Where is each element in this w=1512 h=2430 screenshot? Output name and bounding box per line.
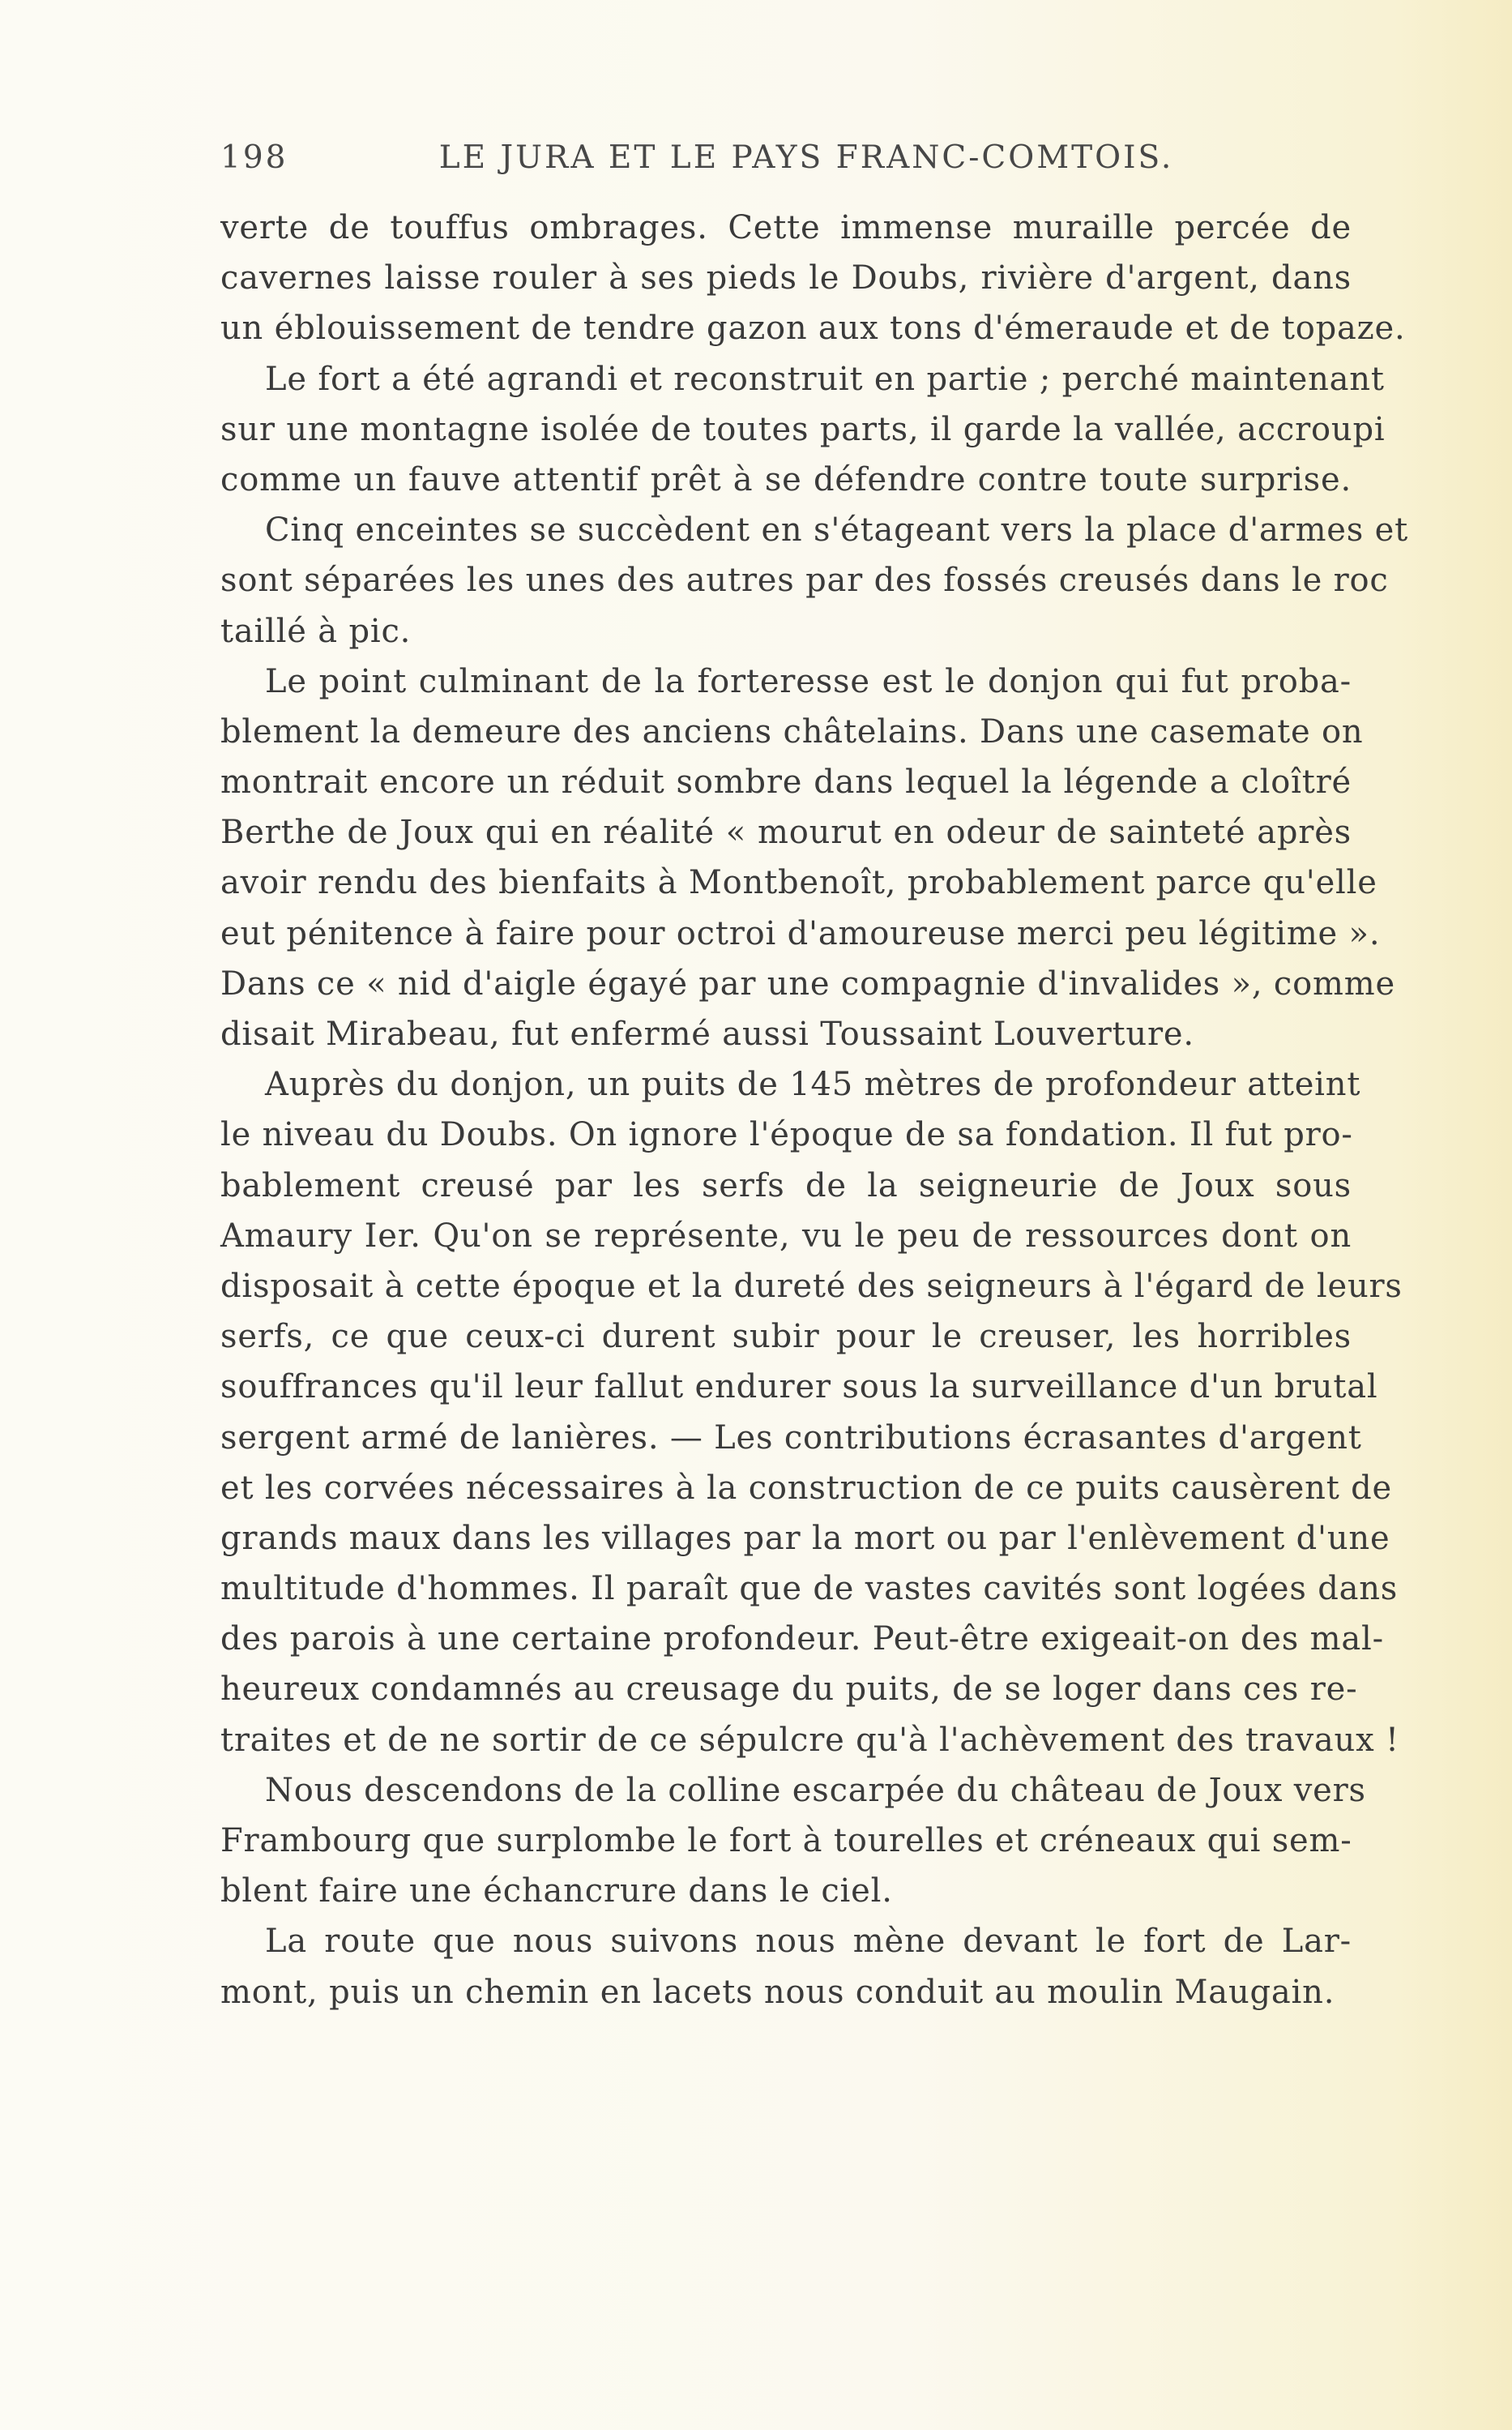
text-line: multitude d'hommes. Il paraît que de vastes cavités sont logées dans bbox=[220, 1570, 1399, 1608]
text-line: et les corvées nécessaires à la construction de ce puits causèrent de bbox=[220, 1469, 1392, 1507]
text-line: sergent armé de lanières. — Les contributions écrasantes d'argent bbox=[220, 1418, 1362, 1457]
text-line: Cinq enceintes se succèdent en s'étageant vers la place d'armes et bbox=[265, 511, 1408, 550]
text-line: bablement creusé par les serfs de la seigneurie de Joux sous bbox=[220, 1166, 1352, 1204]
text-line: grands maux dans les villages par la mort ou par l'enlèvement d'une bbox=[220, 1519, 1390, 1557]
page-number: 198 bbox=[220, 139, 288, 176]
text-line: Dans ce « nid d'aigle égayé par une compagnie d'invalides », comme bbox=[220, 965, 1395, 1003]
text-line: La route que nous suivons nous mène devant le fort de Lar- bbox=[265, 1923, 1352, 1961]
text-line: traites et de ne sortir de ce sépulcre qu'à l'achèvement des travaux ! bbox=[220, 1721, 1399, 1759]
text-line: avoir rendu des bienfaits à Montbenoît, probablement parce qu'elle bbox=[220, 864, 1377, 902]
text-line: souffrances qu'il leur fallut endurer sous la surveillance d'un brutal bbox=[220, 1368, 1378, 1406]
running-title: LE JURA ET LE PAYS FRANC-COMTOIS. bbox=[438, 139, 1174, 176]
body-text bbox=[220, 203, 1408, 2017]
text-line: un éblouissement de tendre gazon aux tons d'émeraude et de topaze. bbox=[220, 310, 1406, 348]
page-header bbox=[220, 139, 1352, 188]
text-line: verte de touffus ombrages. Cette immense muraille percée de bbox=[220, 209, 1352, 246]
text-line: des parois à une certaine profondeur. Peut-être exigeait-on des mal- bbox=[220, 1620, 1384, 1658]
text-line: blent faire une échancrure dans le ciel. bbox=[220, 1872, 893, 1910]
text-line: Frambourg que surplombe le fort à tourelles et créneaux qui sem- bbox=[220, 1822, 1352, 1859]
text-line: sur une montagne isolée de toutes parts, il garde la vallée, accroupi bbox=[220, 410, 1386, 448]
text-line: eut pénitence à faire pour octroi d'amoureuse merci peu légitime ». bbox=[220, 914, 1381, 952]
text-line: le niveau du Doubs. On ignore l'époque de sa fondation. Il fut pro- bbox=[220, 1116, 1353, 1154]
text-line: Nous descendons de la colline escarpée du château de Joux vers bbox=[265, 1771, 1366, 1809]
text-line: taillé à pic. bbox=[220, 612, 412, 650]
text-line: sont séparées les unes des autres par des fossés creusés dans le roc bbox=[220, 562, 1389, 600]
text-line: cavernes laisse rouler à ses pieds le Doubs, rivière d'argent, dans bbox=[220, 259, 1352, 297]
text-line: comme un fauve attentif prêt à se défendre contre toute surprise. bbox=[220, 460, 1352, 498]
text-line: heureux condamnés au creusage du puits, de se loger dans ces re- bbox=[220, 1671, 1358, 1709]
text-line: Le fort a été agrandi et reconstruit en partie ; perché maintenant bbox=[265, 360, 1385, 398]
text-line: disposait à cette époque et la dureté des seigneurs à l'égard de leurs bbox=[220, 1267, 1403, 1305]
text-line: disait Mirabeau, fut enfermé aussi Toussaint Louverture. bbox=[220, 1016, 1194, 1053]
text-line: Berthe de Joux qui en réalité « mourut en odeur de sainteté après bbox=[220, 814, 1352, 852]
text-line: Le point culminant de la forteresse est le donjon qui fut proba- bbox=[265, 662, 1352, 700]
text-line: blement la demeure des anciens châtelains. Dans une casemate on bbox=[220, 712, 1364, 751]
text-line: montrait encore un réduit sombre dans lequel la légende a cloîtré bbox=[220, 764, 1352, 802]
text-line: Amaury Ier. Qu'on se représente, vu le peu de ressources dont on bbox=[220, 1217, 1352, 1255]
text-line: Auprès du donjon, un puits de 145 mètres de profondeur atteint bbox=[265, 1066, 1361, 1104]
text-line: serfs, ce que ceux-ci durent subir pour le creuser, les horribles bbox=[220, 1318, 1352, 1356]
text-line: mont, puis un chemin en lacets nous conduit au moulin Maugain. bbox=[220, 1973, 1335, 2011]
